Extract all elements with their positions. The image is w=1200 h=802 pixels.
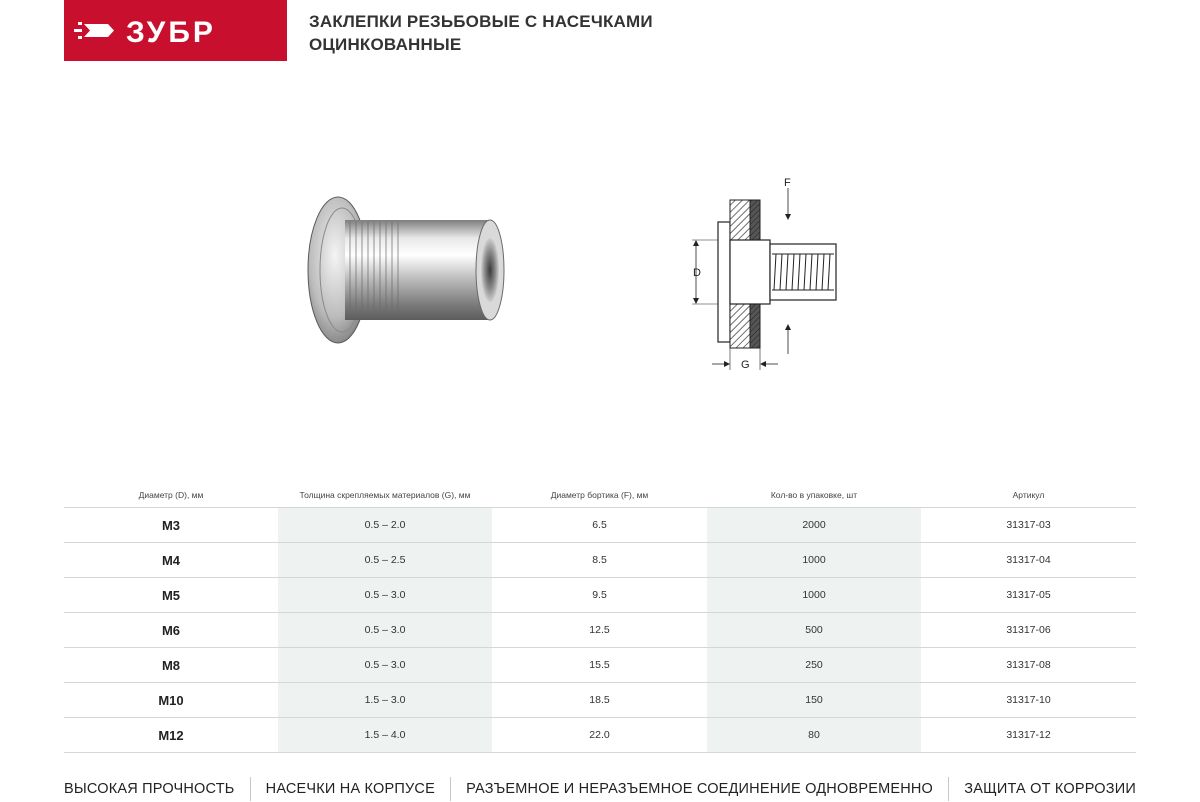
cell-quantity: 250 xyxy=(707,648,921,683)
rivet-photo xyxy=(300,190,510,355)
title-line-2: ОЦИНКОВАННЫЕ xyxy=(309,35,462,54)
cell-diameter: M12 xyxy=(64,718,278,753)
table-row xyxy=(64,683,1136,718)
header-article: Артикул xyxy=(1012,490,1045,500)
cell-article: 31317-04 xyxy=(921,543,1136,578)
cell-flange-diameter: 6.5 xyxy=(492,508,707,543)
cell-flange-diameter: 22.0 xyxy=(492,718,707,753)
title-line-1: ЗАКЛЕПКИ РЕЗЬБОВЫЕ С НАСЕЧКАМИ xyxy=(309,12,653,31)
cell-diameter: M4 xyxy=(64,543,278,578)
features-bar xyxy=(64,776,1136,802)
cell-diameter: M3 xyxy=(64,508,278,543)
cell-article: 31317-06 xyxy=(921,613,1136,648)
cell-quantity: 1000 xyxy=(707,578,921,613)
table-row xyxy=(64,648,1136,683)
cell-diameter: M6 xyxy=(64,613,278,648)
feature-connection: РАЗЪЕМНОЕ И НЕРАЗЪЕМНОЕ СОЕДИНЕНИЕ ОДНОВРЕМЕННО xyxy=(466,781,934,797)
cell-flange-diameter: 18.5 xyxy=(492,683,707,718)
brand-logo xyxy=(64,0,287,61)
cell-quantity: 500 xyxy=(707,613,921,648)
table-row xyxy=(64,613,1136,648)
spec-table xyxy=(64,483,1136,753)
feature-corrosion: ЗАЩИТА ОТ КОРРОЗИИ xyxy=(964,781,1136,797)
cell-thickness: 1.5 – 4.0 xyxy=(278,718,492,753)
cell-diameter: M8 xyxy=(64,648,278,683)
header-diameter: Диаметр (D), мм xyxy=(138,490,204,500)
header-flange-diameter: Диаметр бортика (F), мм xyxy=(550,490,649,500)
cell-flange-diameter: 8.5 xyxy=(492,543,707,578)
arrow-icon xyxy=(74,22,114,39)
label-g: G xyxy=(741,359,750,371)
cell-thickness: 0.5 – 2.0 xyxy=(278,508,492,543)
cell-quantity: 1000 xyxy=(707,543,921,578)
label-f: F xyxy=(784,177,791,189)
table-row xyxy=(64,508,1136,543)
cell-quantity: 80 xyxy=(707,718,921,753)
cell-article: 31317-08 xyxy=(921,648,1136,683)
cell-thickness: 0.5 – 3.0 xyxy=(278,613,492,648)
table-row xyxy=(64,578,1136,613)
cell-article: 31317-12 xyxy=(921,718,1136,753)
label-d: D xyxy=(693,267,701,279)
feature-strength: ВЫСОКАЯ ПРОЧНОСТЬ xyxy=(64,781,235,797)
cell-diameter: M5 xyxy=(64,578,278,613)
brand-logo-mark xyxy=(64,0,287,61)
cell-article: 31317-05 xyxy=(921,578,1136,613)
cell-diameter: M10 xyxy=(64,683,278,718)
cell-thickness: 0.5 – 3.0 xyxy=(278,648,492,683)
cell-flange-diameter: 15.5 xyxy=(492,648,707,683)
table-header-row xyxy=(64,483,1136,508)
header-quantity: Кол-во в упаковке, шт xyxy=(770,490,858,500)
table-row xyxy=(64,718,1136,753)
cell-quantity: 2000 xyxy=(707,508,921,543)
cell-thickness: 0.5 – 3.0 xyxy=(278,578,492,613)
rivet-diagram xyxy=(680,170,880,385)
product-title xyxy=(309,10,653,56)
cell-flange-diameter: 12.5 xyxy=(492,613,707,648)
divider xyxy=(948,777,949,801)
cell-flange-diameter: 9.5 xyxy=(492,578,707,613)
feature-knurling: НАСЕЧКИ НА КОРПУСЕ xyxy=(265,781,435,797)
cell-quantity: 150 xyxy=(707,683,921,718)
cell-thickness: 1.5 – 3.0 xyxy=(278,683,492,718)
header-thickness: Толщина скрепляемых материалов (G), мм xyxy=(299,490,471,500)
brand-name: ЗУБР xyxy=(126,16,216,49)
divider xyxy=(450,777,451,801)
cell-article: 31317-03 xyxy=(921,508,1136,543)
divider xyxy=(250,777,251,801)
cell-article: 31317-10 xyxy=(921,683,1136,718)
cell-thickness: 0.5 – 2.5 xyxy=(278,543,492,578)
table-row xyxy=(64,543,1136,578)
